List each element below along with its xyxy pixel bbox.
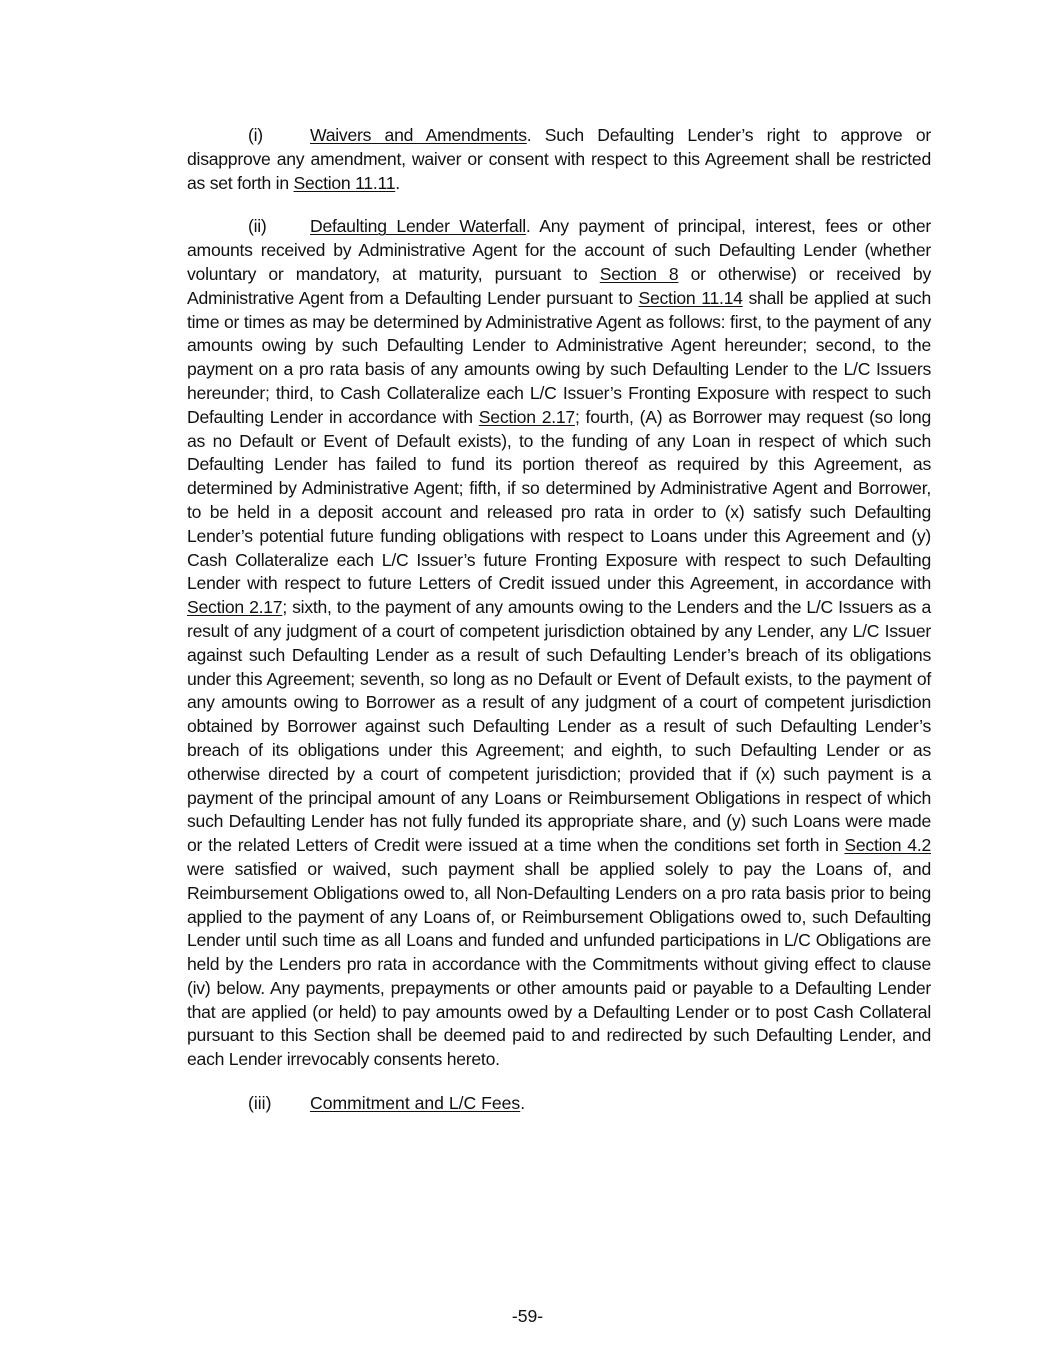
clause-ii-heading: Defaulting Lender Waterfall [310, 216, 526, 237]
clause-ii-paragraph [187, 215, 931, 1072]
section-reference-link: Section 11.14 [638, 287, 743, 308]
page-number: -59- [511, 1306, 544, 1326]
clause-iii-number: (iii) [248, 1093, 272, 1114]
section-reference-link: Section 11.11 [293, 172, 396, 193]
clause-ii-text-2: or otherwise) or received by Administrative Agent from a Defaulting Lender pursuant to [187, 263, 932, 308]
document-body [187, 124, 931, 1116]
clause-iii-text-1: . [520, 1093, 526, 1114]
clause-i-paragraph [187, 124, 931, 195]
clause-iii-heading: Commitment and L/C Fees [310, 1093, 521, 1114]
clause-ii-text-1: . Any payment of principal, interest, fees or other amounts received by Administrative Agent for the account of such Defaulting Lender (whether voluntary or mandatory, at maturity, pursuant to [187, 216, 931, 284]
clause-iii-paragraph [187, 1092, 931, 1116]
section-reference-link: Section 2.17 [478, 406, 575, 427]
clause-ii-text-5: ; sixth, to the payment of any amounts owing to the Lenders and the L/C Issuers as a result of any judgment of a court of competent jurisdiction obtained by any Lender, any L/C Issuer against such Defaulting Lender as a result of such Defaulting Lender’s breach of its obligations under this Agreement; seventh, so long as no Default or Event of Default exists, to the payment of any amounts owing to Borrower as a result of any judgment of a court of competent jurisdiction obtained by Borrower against such Defaulting Lender as a result of such Defaulting Lender’s breach of its obligations under this Agreement; and eighth, to such Defaulting Lender or as otherwise directed by a court of competent jurisdiction; provided that if (x) such payment is a payment of the principal amount of any Loans or Reimbursement Obligations in respect of which such Defaulting Lender has not fully funded its appropriate share, and (y) such Loans were made or the related Letters of Credit were issued at a time when the conditions set forth in [187, 597, 931, 856]
section-reference-link: Section 2.17 [187, 597, 283, 618]
clause-ii-text-4: ; fourth, (A) as Borrower may request (so long as no Default or Event of Default exists), to the funding of any Loan in respect of which such Defaulting Lender has failed to fund its portion thereof as required by this Agreement, as determined by Administrative Agent; fifth, if so determined by Administrative Agent and Borrower, to be held in a deposit account and released pro rata in order to (x) satisfy such Defaulting Lender’s potential future funding obligations with respect to Loans under this Agreement and (y) Cash Collateralize each L/C Issuer’s future Fronting Exposure with respect to such Defaulting Lender with respect to future Letters of Credit issued under this Agreement, in accordance with [187, 406, 931, 594]
clause-ii-text-3: shall be applied at such time or times as may be determined by Administrative Agent as follows: first, to the payment of any amounts owing by such Defaulting Lender to Administrative Agent hereunder; second, to the payment on a pro rata basis of any amounts owing by such Defaulting Lender to the L/C Issuers hereunder; third, to Cash Collateralize each L/C Issuer’s Fronting Exposure with respect to such Defaulting Lender in accordance with [187, 287, 931, 427]
clause-i-heading: Waivers and Amendments [310, 125, 527, 145]
section-reference-link: Section 4.2 [844, 835, 931, 856]
clause-i-number: (i) [248, 125, 263, 145]
clause-ii-text-6: were satisfied or waived, such payment shall be applied solely to pay the Loans of, and Reimbursement Obligations owed to, all Non-Defaulting Lenders on a pro rata basis prior to being applied to the payment of any Loans of, or Reimbursement Obligations owed to, such Defaulting Lender until such time as all Loans and funded and unfunded participations in L/C Obligations are held by the Lenders pro rata in accordance with the Commitments without giving effect to clause (iv) below. Any payments, prepayments or other amounts paid or payable to a Defaulting Lender that are applied (or held) to pay amounts owed by a Defaulting Lender or to post Cash Collateral pursuant to this Section shall be deemed paid to and redirected by such Defaulting Lender, and each Lender irrevocably consents hereto. [187, 858, 931, 1070]
clause-i-text-2: . [395, 172, 400, 193]
clause-i-text-1: . Such Defaulting Lender’s right to approve or disapprove any amendment, waiver or consent with respect to this Agreement shall be restricted as set forth in [187, 125, 932, 193]
section-reference-link: Section 8 [599, 263, 679, 284]
clause-ii-number: (ii) [248, 216, 267, 237]
